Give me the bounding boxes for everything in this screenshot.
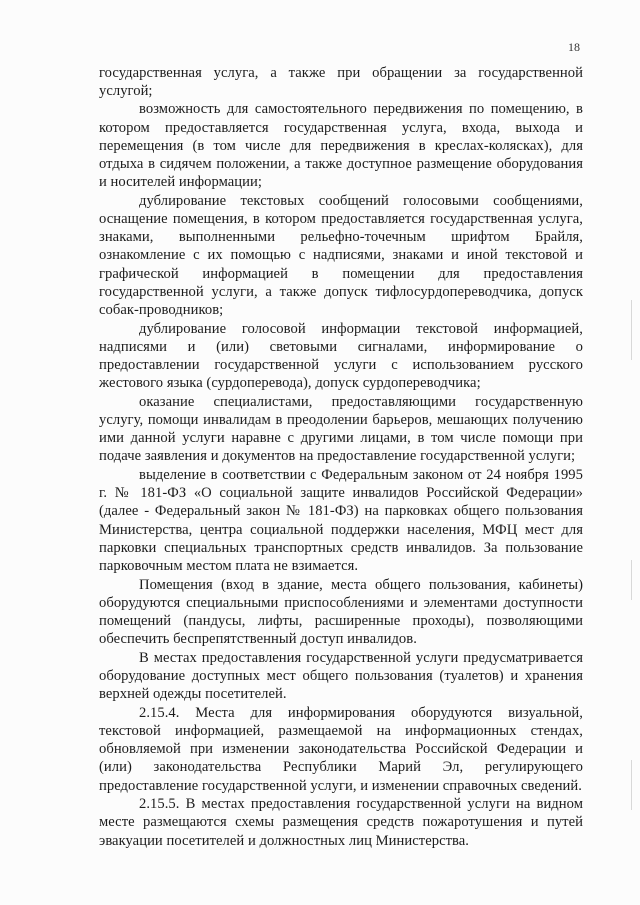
paragraph: Помещения (вход в здание, места общего пользования, кабинеты) оборудуются специальными приспособлениями и элементами доступности помещений (пандусы, лифты, расширенные проходы), позволяющими обеспечить беспрепятственный доступ инвалидов.: [99, 576, 583, 648]
paragraph: оказание специалистами, предоставляющими государственную услугу, помощи инвалидам в преодолении барьеров, мешающих получению ими данной услуги наравне с другими лицами, в том числе помощи при подаче заявления и документов на предоставление государственной услуги;: [99, 393, 583, 465]
scan-edge-mark: [631, 760, 632, 810]
paragraph: 2.15.5. В местах предоставления государственной услуги на видном месте размещаются схемы размещения средств пожаротушения и путей эвакуации посетителей и должностных лиц Министерства.: [99, 796, 583, 849]
paragraph: дублирование текстовых сообщений голосовыми сообщениями, оснащение помещения, в котором предоставляется государственная услуга, знаками, выполненными рельефно-точечным шрифтом Брайля, ознакомление с их помощью с надписями, знаками и иной текстовой и графической информацией в помещении для предоставления государственной услуги, а также допуск тифлосурдопереводчика, допуск собак-проводников;: [99, 192, 583, 319]
paragraph: выделение в соответствии с Федеральным законом от 24 ноября 1995 г. № 181-ФЗ «О социальной защите инвалидов Российской Федерации» (далее - Федеральный закон № 181-ФЗ) на парковках общего пользования Министерства, центра социальной поддержки населения, МФЦ мест для парковки специальных транспортных средств инвалидов. За пользование парковочным местом плата не взимается.: [99, 467, 583, 575]
paragraph: возможность для самостоятельного передвижения по помещению, в котором предоставляется государственная услуга, входа, выхода и перемещения (в том числе для передвижения в креслах-колясках), для отдыха в сидячем положении, а также доступное размещение оборудования и носителей информации;: [99, 101, 583, 191]
paragraph: В местах предоставления государственной услуги предусматривается оборудование доступных мест общего пользования (туалетов) и хранения верхней одежды посетителей.: [99, 649, 583, 703]
paragraph: государственная услуга, а также при обращении за государственной услугой;: [99, 65, 583, 100]
scan-edge-mark: [631, 560, 632, 600]
scan-edge-mark: [631, 300, 632, 360]
paragraph: дублирование голосовой информации текстовой информацией, надписями и (или) световыми сигналами, информирование о предоставлении государственной услуги с использованием русского жестового языка (сурдоперевода), допуск сурдопереводчика;: [99, 320, 583, 392]
page-number: 18: [568, 40, 580, 54]
paragraph: 2.15.4. Места для информирования оборудуются визуальной, текстовой информацией, размещаемой на информационных стендах, обновляемой при изменении законодательства Российской Федерации и (или) законодательства Республики Марий Эл, регулирующего предоставление государственной услуги, и изменении справочных сведений.: [99, 704, 583, 794]
body-text: [99, 64, 583, 850]
